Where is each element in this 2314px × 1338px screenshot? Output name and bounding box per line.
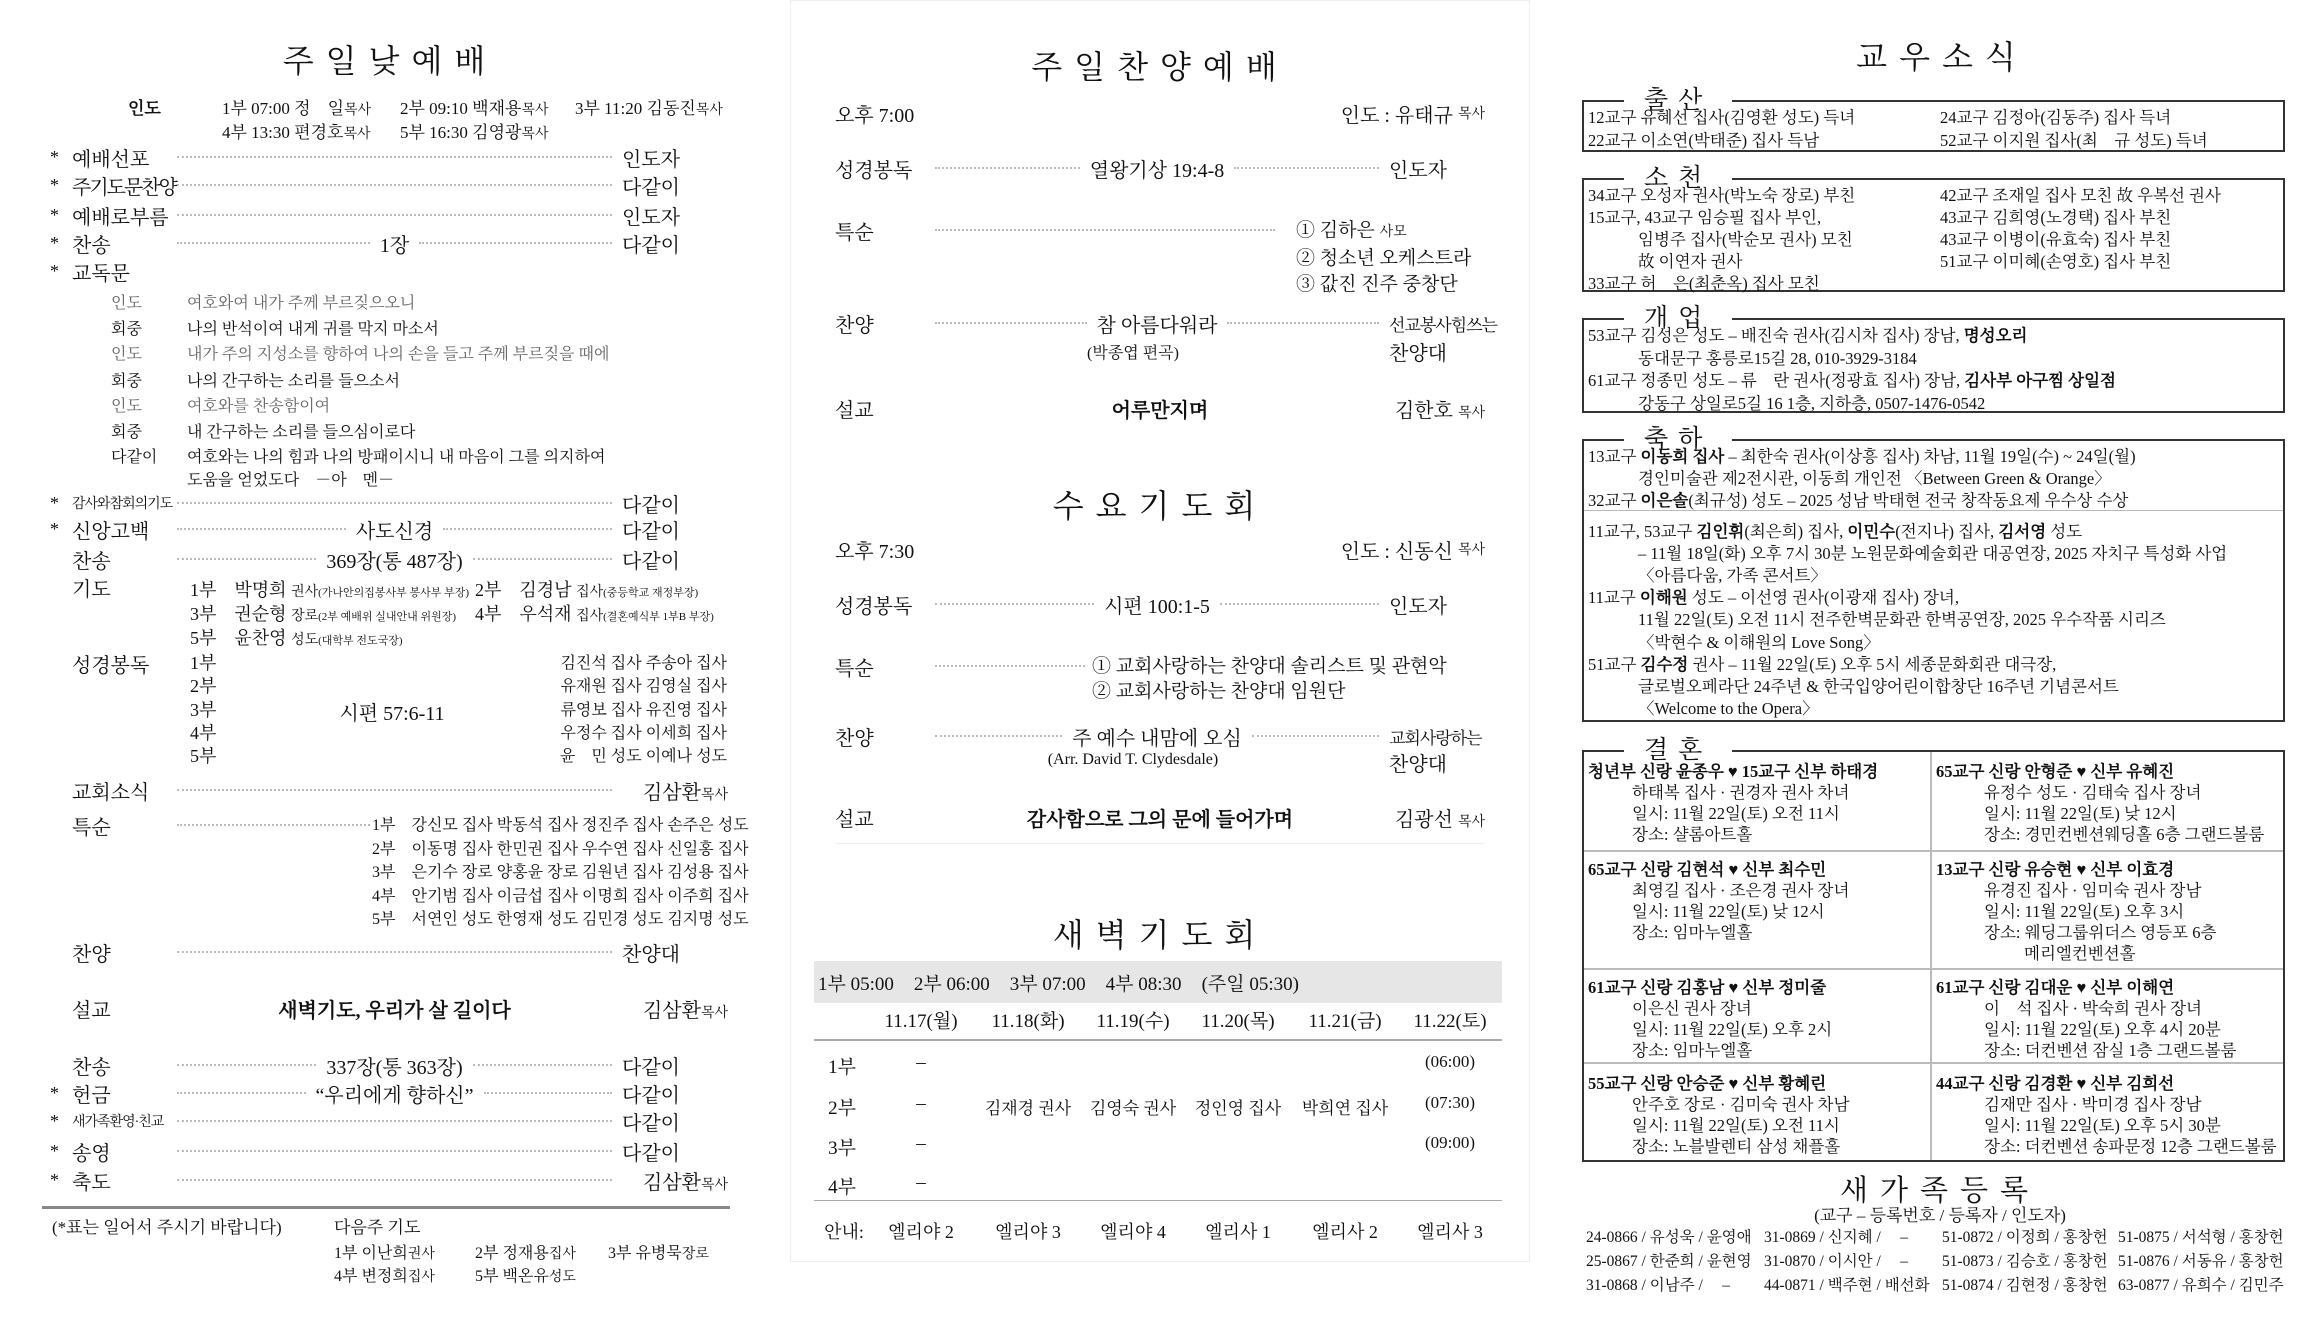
new-family-entry: 63-0877 / 유희수 / 김민주 xyxy=(2118,1277,2284,1294)
order-row: * 주기도문찬양 다같이 xyxy=(50,174,680,199)
new-family-entry: 44-0871 / 백주현 / 배선화 xyxy=(1764,1277,1930,1294)
service-3: 3부 11:20 김동진목사 xyxy=(575,99,723,118)
reading-line: 인도 여호와를 찬송함이여 xyxy=(111,398,331,415)
wed-sermon-row: 설교 감사함으로 그의 문에 들어가며 김광선 목사 xyxy=(835,808,1485,831)
news-row: 교회소식 김삼환목사 xyxy=(72,781,728,804)
next-prayer-item: 2부 정재용집사 xyxy=(475,1245,576,1262)
wed-anthem-arranger: (Arr. David T. Clydesdale) xyxy=(1047,751,1219,768)
anthem-row: 찬양 찬양대 xyxy=(72,943,680,966)
wednesday-title: 수요기도회 xyxy=(1052,488,1268,524)
order-row: * 찬송 1장 다같이 xyxy=(50,232,680,257)
new-family-subtitle: (교구 – 등록번호 / 등록자 / 인도자) xyxy=(1814,1206,2066,1225)
new-family-entry: 51-0873 / 김승호 / 홍창헌 xyxy=(1942,1253,2108,1270)
sermon-row: 설교 새벽기도, 우리가 살 길이다 김삼환목사 xyxy=(72,999,728,1022)
praise-time-row: 오후 7:00 인도 : 유태규 목사 xyxy=(835,104,1485,127)
next-prayer-item: 3부 유병묵장로 xyxy=(608,1245,709,1262)
reading-line: 회중 나의 반석이여 내게 귀를 막지 마소서 xyxy=(111,321,439,338)
new-family-entry: 31-0868 / 이남주 / – xyxy=(1586,1277,1730,1294)
reading-line: 인도 여호와여 내가 주께 부르짖으오니 xyxy=(111,295,416,312)
order-row: * 예배로부름 인도자 xyxy=(50,204,680,229)
wedding-entry: 44교구 신랑 김경환 ♥ 신부 김희선 김재만 집사 · 박미경 집사 장남 일시: 11월 22일(토) 오후 5시 30분 장소: 더컨벤션 송파문정 12층 그랜드볼룸 xyxy=(1936,1074,2277,1156)
prayer-item: 4부 우석재 집사(결혼예식부 1부B 부장) xyxy=(475,604,714,624)
new-family-entry: 51-0874 / 김현정 / 홍창헌 xyxy=(1942,1277,2108,1294)
guide: 엘리사 1 xyxy=(1205,1222,1271,1242)
date-header: 11.18(화) xyxy=(991,1011,1065,1032)
order-row: * 감사와참회의기도 다같이 xyxy=(50,492,680,517)
prayer-item: 5부 윤찬영 성도(대학부 전도국장) xyxy=(190,628,403,648)
order-row: * 예배선포 인도자 xyxy=(50,146,680,171)
wedding-box: 결혼 청년부 신랑 윤종우 ♥ 15교구 신부 하태경 하태복 집사 · 권경자 권사 차녀 일시: 11월 22일(토) 오전 11시 장소: 샬롬아트홀 65교구 신랑 안형준 ♥ 신부 유혜진 유정수 성도 · 김태숙 집사 장녀 일시: 11월 22일(토) 낮 12시 장소: 경민컨벤션웨딩홀 6층 그랜드볼룸 65교구 신랑 김현석 ♥ 신부 최수민 최영길 집사 · 조은경 권사 장녀 일시: 11월 22일(토) 낮 12시 장소: 임마누엘홀 13교구 신랑 유승현 ♥ 신부 이효경 유경진 집사 · 임미숙 권사 장남 일시: 11월 22일(토) 오후 3시 장소: 웨딩그룹위더스 영등포 6층 메리엘컨벤션홀 61교구 신랑 김홍남 ♥ 신부 정미줄 이은신 권사 장녀 일시: 11월 22일(토) 오후 2시 장소: 임마누엘홀 61교구 신랑 김대운 ♥ 신부 이해연 이 석 집사 · 박숙희 권사 장녀 일시: 11월 22일(토) 오후 4시 20분 장소: 더컨벤션 잠실 1층 그랜드볼룸 55교구 신랑 안승준 ♥ 신부 황혜린 안주호 장로 · 김미숙 권사 차남 일시: 11월 22일(토) 오전 11시 장소: 노블발렌티 삼성 채플홀 44교구 신랑 김경환 ♥ 신부 김희선 김재만 집사 · 박미경 집사 장남 일시: 11월 22일(토) 오후 5시 30분 장소: 더컨벤션 송파문정 12층 그랜드볼룸 xyxy=(1582,750,2285,1162)
service-4: 4부 13:30 편경호목사 xyxy=(222,123,371,142)
praise-anthem-row: 찬양 참 아름다워라 선교봉사힘쓰는 xyxy=(835,314,1497,337)
benediction-row: * 축도 김삼환목사 xyxy=(50,1169,728,1194)
divider xyxy=(42,1206,730,1209)
new-family-entry: 51-0875 / 서석형 / 홍창헌 xyxy=(2118,1229,2284,1246)
praise-choir: 찬양대 xyxy=(1389,343,1447,365)
reading-line: 회중 내 간구하는 소리를 들으심이로다 xyxy=(111,424,416,441)
order-row: * 송영 다같이 xyxy=(50,1140,680,1165)
wedding-entry: 청년부 신랑 윤종우 ♥ 15교구 신부 하태경 하태복 집사 · 권경자 권사 차녀 일시: 11월 22일(토) 오전 11시 장소: 샬롬아트홀 xyxy=(1588,762,1879,844)
congrats-box: 축하 13교구 이동희 집사 – 최한숙 권사(이상흥 집사) 차남, 11월 19일(수) ~ 24일(월) 경인미술관 제2전시관, 이동희 개인전 〈Between Green & Orange〉 32교구 이은솔(최규성) 성도 – 2025 성남 박태현 전국 창작동요제 우수상 수상 11교구, 53교구 김인휘(최은희) 집사, 이민수(전지나) 집사, 김서영 성도 – 11월 18일(화) 오후 7시 30분 노원문화예술회관 대공연장, 2025 자치구 특성화 사업 〈아름다움, 가족 콘서트〉 11교구 이해원 성도 – 이선영 권사(이광재 집사) 장녀, 11월 22일(토) 오전 11시 전주한벽문화관 한벽공연장, 2025 우수작품 시리즈 〈박현수 & 이해원의 Love Song〉 51교구 김수정 권사 – 11월 22일(토) 오후 5시 세종문화회관 대극장, 글로벌오페라단 24주년 & 한국입양어린이합창단 16주년 기념콘서트 〈Welcome to the Opera〉 xyxy=(1582,439,2285,722)
guide: 엘리야 3 xyxy=(995,1222,1061,1242)
wed-time-row: 오후 7:30 인도 : 신동신 목사 xyxy=(835,540,1485,563)
next-prayer-item: 1부 이난희권사 xyxy=(334,1245,435,1262)
praise-anthem-arranger: (박종엽 편곡) xyxy=(1087,345,1179,362)
order-row: * 신앙고백 사도신경 다같이 xyxy=(50,518,680,543)
middle-panel xyxy=(790,0,1530,1262)
new-family-entry: 51-0872 / 이정희 / 홍창헌 xyxy=(1942,1229,2108,1246)
new-family-entry: 51-0876 / 서동유 / 홍창헌 xyxy=(2118,1253,2284,1270)
new-family-entry: 25-0867 / 한준희 / 윤현영 xyxy=(1586,1253,1752,1270)
wedding-entry: 65교구 신랑 안형준 ♥ 신부 유혜진 유정수 성도 · 김태숙 집사 장녀 일시: 11월 22일(토) 낮 12시 장소: 경민컨벤션웨딩홀 6층 그랜드볼룸 xyxy=(1936,762,2265,844)
sunday-service-title: 주일낮예배 xyxy=(282,43,498,79)
opening-box: 개업 53교구 김성은 성도 – 배진숙 권사(김시차 집사) 장남, 명성오리 동대문구 홍릉로15길 28, 010-3929-3184 61교구 정종민 성도 – 류 란 권사(정광효 집사) 장남, 김사부 아구찜 상일점 강동구 상일로5길 16 1층, 지하층, 0507-1476-0542 xyxy=(1582,318,2285,413)
dawn-times-band: 1부 05:00 2부 06:00 3부 07:00 4부 08:30 (주일 05:30) xyxy=(814,961,1502,1003)
new-family-list xyxy=(1586,1225,2298,1295)
table-rule xyxy=(814,1200,1502,1201)
next-prayer-title: 다음주 기도 xyxy=(334,1218,421,1237)
wedding-entry: 61교구 신랑 김대운 ♥ 신부 이해연 이 석 집사 · 박숙희 권사 장녀 일시: 11월 22일(토) 오후 4시 20분 장소: 더컨벤션 잠실 1층 그랜드볼룸 xyxy=(1936,978,2237,1060)
praise-bible-row: 성경봉독 열왕기상 19:4-8 인도자 xyxy=(835,159,1447,182)
dawn-title: 새벽기도회 xyxy=(1052,917,1268,953)
order-row: * 헌금 “우리에게 향하신” 다같이 xyxy=(50,1082,680,1107)
table-rule xyxy=(814,1039,1502,1041)
praise-special-row: 특순 xyxy=(835,215,1285,245)
order-row: * 교독문 xyxy=(50,260,130,285)
bible-passage: 시편 57:6-11 xyxy=(339,703,445,725)
new-family-title: 새가족등록 xyxy=(1839,1175,2041,1207)
leader-label: 인도 xyxy=(128,99,161,118)
guide: 엘리사 3 xyxy=(1417,1222,1483,1242)
standing-note: (*표는 일어서 주시기 바랍니다) xyxy=(52,1218,282,1237)
service-1: 1부 07:00 정 일목사 xyxy=(222,99,372,118)
guide: 엘리야 2 xyxy=(888,1222,954,1242)
bible-parts: 1부 2부 3부 4부 5부 xyxy=(190,653,217,767)
date-header: 11.20(목) xyxy=(1201,1011,1275,1032)
new-family-entry: 31-0870 / 이시안 / – xyxy=(1764,1253,1908,1270)
order-row: 찬송 337장(통 363장) 다같이 xyxy=(72,1056,680,1079)
praise-special-list: ① 김하은 사모 ② 청소년 오케스트라 ③ 값진 진주 중창단 xyxy=(1296,220,1472,295)
wed-special-row: 특순 xyxy=(835,651,1095,681)
wedding-entry: 13교구 신랑 유승현 ♥ 신부 이효경 유경진 집사 · 임미숙 권사 장남 일시: 11월 22일(토) 오후 3시 장소: 웨딩그룹위더스 영등포 6층 메리엘컨벤션홀 xyxy=(1936,860,2217,963)
bible-label-row: 성경봉독 xyxy=(72,654,150,677)
birth-box: 출산 12교구 유혜선 집사(김영환 성도) 득녀 24교구 김정아(김동주) 집사 득녀 22교구 이소연(박태준) 집사 득남 52교구 이지원 집사(최 규 성도) 득녀 xyxy=(1582,100,2285,152)
reading-line: 인도 내가 주의 지성소를 향하여 나의 손을 들고 주께 부르짖을 때에 xyxy=(111,346,610,363)
reading-line: 도움을 얻었도다 －아 멘－ xyxy=(187,472,395,489)
divider xyxy=(835,843,1485,844)
prayer-item: 2부 김경남 집사(중등학교 재정부장) xyxy=(475,580,699,600)
order-row: * 새가족환영·친교 다같이 xyxy=(50,1110,680,1135)
wed-choir: 찬양대 xyxy=(1389,754,1447,776)
special-list: 1부 강신모 집사 박동석 집사 정진주 집사 손주은 성도 2부 이동명 집사 한민권 집사 우수연 집사 신일홍 집사 3부 은기수 장로 양홍윤 장로 김원년 집사 김성용 집사 4부 안기범 집사 이금섭 집사 이명희 집사 이주희 집사 5부 서연인 성도 한영재 성도 김민경 성도 김지명 성도 xyxy=(372,817,749,928)
prayer-label-row: 기도 xyxy=(72,578,111,601)
service-2: 2부 09:10 백재용목사 xyxy=(400,99,549,118)
next-prayer-item: 5부 백온유성도 xyxy=(475,1268,576,1285)
service-5: 5부 16:30 김영광목사 xyxy=(400,123,549,142)
praise-service-title: 주일찬양예배 xyxy=(1031,49,1289,85)
date-header: 11.19(수) xyxy=(1096,1011,1170,1032)
date-header: 11.17(월) xyxy=(884,1011,958,1032)
special-label-row: 특순 xyxy=(50,811,380,839)
guide: 엘리야 4 xyxy=(1100,1222,1166,1242)
date-header: 11.22(토) xyxy=(1413,1011,1487,1032)
wedding-entry: 61교구 신랑 김홍남 ♥ 신부 정미줄 이은신 권사 장녀 일시: 11월 22일(토) 오후 2시 장소: 임마누엘홀 xyxy=(1588,978,1833,1060)
news-title: 교우소식 xyxy=(1856,39,2028,75)
guide: 엘리사 2 xyxy=(1312,1222,1378,1242)
bible-readers: 김진석 집사 주송아 집사 유재원 집사 김영실 집사 류영보 집사 유진영 집사 우정수 집사 이세희 집사 윤 민 성도 이예나 성도 xyxy=(559,655,727,766)
wed-special-list: ① 교회사랑하는 찬양대 솔리스트 및 관현악 ② 교회사랑하는 찬양대 임원단 xyxy=(1092,656,1447,702)
prayer-item: 1부 박명희 권사(가나안의집봉사부 봉사부 부장) xyxy=(190,580,470,600)
prayer-item: 3부 권순형 장로(2부 예배위 실내안내 위원장) xyxy=(190,604,457,624)
new-family-entry: 31-0869 / 신지혜 / – xyxy=(1764,1229,1908,1246)
reading-line: 회중 나의 간구하는 소리를 들으소서 xyxy=(111,373,400,390)
order-row: 찬송 369장(통 487장) 다같이 xyxy=(72,550,680,573)
wed-anthem-row: 찬양 주 예수 내맘에 오심 교회사랑하는 xyxy=(835,727,1482,750)
new-family-entry: 24-0866 / 유성욱 / 윤영애 xyxy=(1586,1229,1752,1246)
praise-sermon-row: 설교 어루만지며 김한호 목사 xyxy=(835,399,1485,422)
guide-label: 안내: xyxy=(824,1222,864,1242)
date-header: 11.21(금) xyxy=(1308,1011,1382,1032)
reading-line: 다같이 여호와는 나의 힘과 나의 방패이시니 내 마음이 그를 의지하여 xyxy=(111,449,606,466)
next-prayer-item: 4부 변정희집사 xyxy=(334,1268,435,1285)
wed-bible-row: 성경봉독 시편 100:1-5 인도자 xyxy=(835,595,1447,618)
wedding-entry: 65교구 신랑 김현석 ♥ 신부 최수민 최영길 집사 · 조은경 권사 장녀 일시: 11월 22일(토) 낮 12시 장소: 임마누엘홀 xyxy=(1588,860,1850,942)
wedding-entry: 55교구 신랑 안승준 ♥ 신부 황혜린 안주호 장로 · 김미숙 권사 차남 일시: 11월 22일(토) 오전 11시 장소: 노블발렌티 삼성 채플홀 xyxy=(1588,1074,1850,1156)
death-box: 소천 34교구 오성자 권사(박노숙 장로) 부친 15교구, 43교구 임승필 집사 부인, 임병주 집사(박순모 권사) 모친 故 이연자 권사 33교구 허 은(최춘옥) 집사 모친 42교구 조재일 집사 모친 故 우복선 권사 43교구 김희영(노경택) 집사 부친 43교구 이병이(유효숙) 집사 부친 51교구 이미혜(손영호) 집사 부친 xyxy=(1582,178,2285,292)
